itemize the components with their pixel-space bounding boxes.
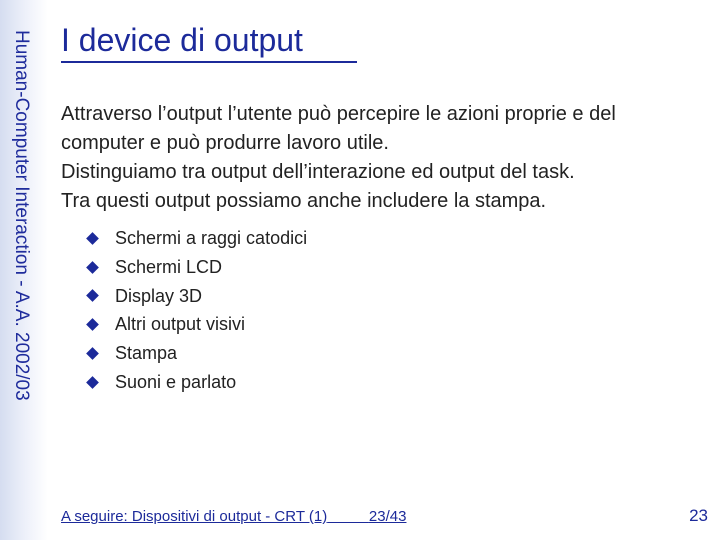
bullet-label: Schermi LCD	[115, 256, 223, 277]
intro-text	[61, 100, 701, 216]
diamond-bullet-icon	[86, 232, 99, 245]
intro-paragraph: Attraverso l’output l’utente può percepire le azioni proprie e del computer e può produrre lavoro utile.	[61, 103, 616, 154]
slide-count: 23/43	[368, 508, 407, 525]
bullet-label: Schermi a raggi catodici	[115, 228, 308, 248]
diamond-bullet-icon	[86, 261, 99, 274]
title-underline	[61, 61, 357, 63]
bullet-label: Suoni e parlato	[115, 371, 237, 392]
next-slide-link[interactable]	[61, 508, 406, 525]
diamond-bullet-icon	[86, 347, 99, 360]
diamond-bullet-icon	[86, 318, 99, 331]
bullet-item	[86, 224, 307, 253]
slide-title: I device di output	[61, 22, 303, 58]
diamond-bullet-icon	[86, 376, 99, 389]
bullet-label: Altri output visivi	[115, 314, 246, 335]
page-number: 23	[689, 506, 708, 525]
bullet-label: Stampa	[115, 343, 178, 364]
bullet-item	[86, 339, 307, 368]
bullet-item	[86, 368, 307, 397]
diamond-bullet-icon	[86, 290, 99, 303]
intro-paragraph: Tra questi output possiamo anche includere la stampa.	[61, 190, 547, 212]
course-sidebar-label: Human-Computer Interaction - A.A. 2002/03	[11, 30, 32, 401]
bullet-item	[86, 282, 307, 311]
intro-paragraph: Distinguiamo tra output dell’interazione ed output del task.	[61, 161, 575, 183]
bullet-item	[86, 253, 307, 282]
bullet-item	[86, 310, 307, 339]
bullet-list	[86, 224, 307, 397]
bullet-label: Display 3D	[115, 285, 203, 306]
next-slide-label: A seguire: Dispositivi di output - CRT (1)	[61, 508, 328, 525]
